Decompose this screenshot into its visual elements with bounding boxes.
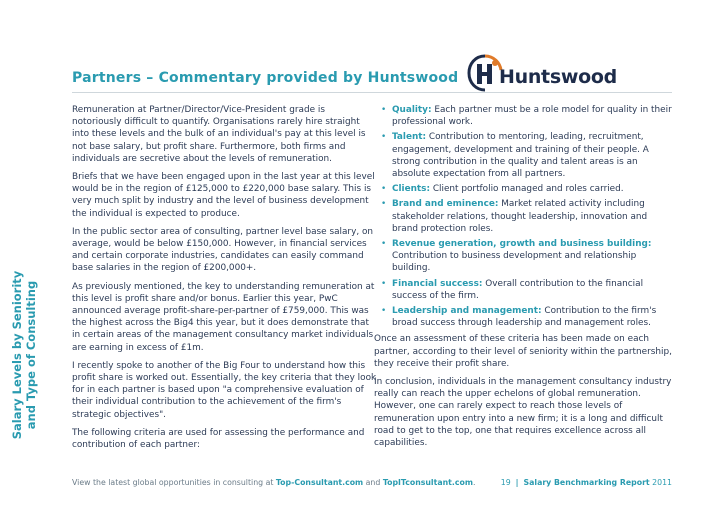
paragraph: As previously mentioned, the key to understanding remuneration at this level is profit share and/or bonus. Earlier this year, PwC announced average profit-share-per-partner of £759,000. This was the highest across the Big4 this year, but it does demonstrate that in certain areas of the management consultancy market individuals are earning in excess of £1m. [72, 281, 375, 353]
page-footer [72, 478, 672, 487]
criteria-text: Contribution to business development and relationship building. [392, 251, 637, 274]
paragraph: Once an assessment of these criteria has been made on each partner, according to their level of seniority within the partnership, they receive their profit share. [374, 334, 672, 369]
side-label-line2: and Type of Consulting [24, 280, 38, 430]
paragraph: In the public sector area of consulting, partner level base salary, on average, would be below £150,000. However, in financial services and certain corporate industries, candidates can easily command base salaries in the region of £200,000+. [72, 226, 374, 274]
footer-separator: | [515, 478, 519, 487]
report-name: Salary Benchmarking Report [523, 478, 650, 487]
right-column [374, 104, 674, 455]
criteria-term: Leadership and management: [392, 306, 542, 317]
criteria-term: Talent: [392, 132, 427, 143]
bullet-icon: • [381, 105, 387, 115]
criteria-term: Quality: [392, 105, 432, 115]
side-section-label [2, 270, 46, 440]
page-number: 19 [500, 478, 511, 487]
huntswood-logo-mark-icon [467, 54, 503, 92]
bullet-icon: • [381, 239, 387, 250]
criteria-text: Each partner must be a role model for quality in their professional work. [392, 105, 672, 128]
criteria-text: Market related activity including stakeholder relations, thought leadership, innovation and brand protection roles. [392, 199, 648, 234]
bullet-icon: • [381, 132, 387, 143]
criteria-item [374, 238, 674, 275]
criteria-item [374, 131, 674, 180]
criteria-list [374, 104, 674, 329]
side-label-text [10, 271, 38, 440]
criteria-item [374, 104, 674, 128]
report-year: 2011 [652, 478, 672, 487]
page-title: Partners – Commentary provided by Huntswood [72, 70, 459, 86]
side-label-line1: Salary Levels by Seniority [10, 270, 24, 440]
criteria-term: Brand and eminence: [392, 199, 499, 210]
bullet-icon: • [381, 184, 387, 195]
left-column [72, 104, 377, 457]
criteria-item [374, 278, 674, 302]
bullet-icon: • [381, 199, 387, 210]
footer-prefix: View the latest global opportunities in consulting at [72, 478, 276, 487]
footer-and: and [363, 478, 383, 487]
criteria-item [374, 198, 674, 235]
criteria-term: Financial success: [392, 278, 483, 289]
criteria-term: Revenue generation, growth and business building: [392, 239, 652, 250]
paragraph: In conclusion, individuals in the management consultancy industry really can reach the upper echelons of global remuneration. However, one can rarely expect to reach those levels of remuneration upon entry into a new firm; it is a long and difficult road to get to the top, one that requires excellence across all capabilities. [374, 377, 672, 449]
criteria-item [374, 305, 674, 329]
bullet-icon: • [381, 278, 387, 289]
paragraph: The following criteria are used for assessing the performance and contribution of each partner: [72, 427, 365, 451]
criteria-term: Clients: [392, 184, 431, 195]
huntswood-logo [467, 54, 627, 94]
criteria-text: Contribution to the firm's broad success through leadership and management roles. [392, 306, 657, 329]
footer-page-info [501, 478, 672, 487]
criteria-text: Overall contribution to the financial success of the firm. [392, 278, 644, 301]
footer-suffix: . [472, 478, 476, 487]
footer-link-topitconsultant[interactable]: TopITconsultant.com [382, 478, 473, 487]
bullet-icon: • [381, 306, 387, 317]
paragraph: I recently spoke to another of the Big Four to understand how this profit share is worked out. Essentially, the key criteria that they look for in each partner is based upon "a comprehensive evaluation of their individual contribution to the achievement of the firm's strategic objectives". [72, 360, 377, 420]
logo-wordmark: Huntswood [499, 66, 617, 88]
footer-link-top-consultant[interactable]: Top-Consultant.com [275, 478, 364, 487]
paragraph: Remuneration at Partner/Director/Vice-President grade is notoriously difficult to quantify. Organisations rarely hire straight into these levels and the bulk of an individual's pay at this level is not base salary, but profit share. Furthermore, both firms and individuals are secretive about the levels of remuneration. [72, 105, 366, 164]
paragraph: Briefs that we have been engaged upon in the last year at this level would be in the region of £125,000 to £220,000 base salary. This is very much split by industry and the level of business development the individual is expected to produce. [72, 172, 375, 219]
criteria-text: Client portfolio managed and roles carried. [432, 184, 624, 195]
criteria-item [374, 183, 674, 195]
criteria-text: Contribution to mentoring, leading, recruitment, engagement, development and training of their people. A strong contribution in the quality and talent areas is an absolute expectation from all partners. [392, 132, 649, 180]
